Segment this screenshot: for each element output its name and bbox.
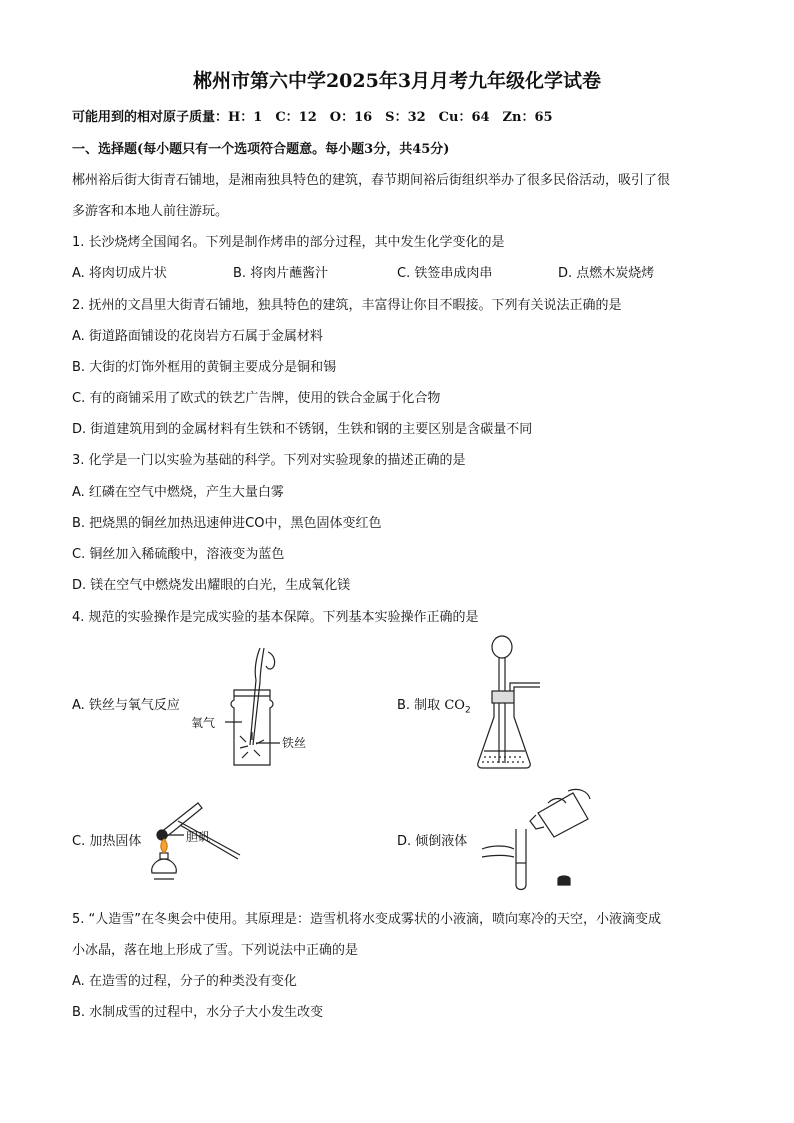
option-b: B. 把烧黑的铜丝加热迅速伸进CO中，黑色固体变红色 bbox=[72, 516, 382, 531]
option-d: D. 街道建筑用到的金属材料有生铁和不锈钢，生铁和钢的主要区别是含碳量不同 bbox=[72, 422, 533, 437]
question-stem: 5. “人造雪”在冬奥会中使用。其原理是：造雪机将水变成雾状的小液滴，喷向寒冷的天空，小液滴变成 bbox=[72, 912, 662, 927]
option-a: A. 红磷在空气中燃烧，产生大量白雾 bbox=[72, 485, 284, 500]
figure-pouring-liquid bbox=[478, 783, 598, 893]
label-blue-vitriol: 胆矾 bbox=[186, 830, 211, 844]
atomic-masses: 可能用到的相对原子质量：H：1 C：12 O：16 S：32 Cu：64 Zn：65 bbox=[72, 110, 553, 125]
option-a: A. 街道路面铺设的花岗岩方石属于金属材料 bbox=[72, 329, 323, 344]
option-c: C. 铁签串成肉串 bbox=[397, 266, 493, 281]
option-d: D. 倾倒液体 bbox=[397, 834, 468, 849]
option-a: A. 将肉切成片状 bbox=[72, 266, 167, 281]
option-b: B. 大街的灯饰外框用的黄铜主要成分是铜和锡 bbox=[72, 360, 337, 375]
option-b: B. 将肉片蘸酱汁 bbox=[233, 266, 329, 281]
option-c: C. 有的商铺采用了欧式的铁艺广告牌，使用的铁合金属于化合物 bbox=[72, 391, 441, 406]
figure-heating-solid bbox=[140, 795, 250, 885]
option-a: A. 在造雪的过程，分子的种类没有变化 bbox=[72, 974, 297, 989]
option-a: A. 铁丝与氧气反应 bbox=[72, 698, 180, 713]
figure-iron-oxygen bbox=[190, 640, 320, 770]
question-stem: 2. 抚州的文昌里大街青石铺地，独具特色的建筑，丰富得让你目不暇接。下列有关说法正确的是 bbox=[72, 298, 622, 313]
page-title: 郴州市第六中学2025年3月月考九年级化学试卷 bbox=[192, 70, 602, 92]
figure-co2-apparatus bbox=[470, 633, 560, 771]
option-c: C. 铜丝加入稀硫酸中，溶液变为蓝色 bbox=[72, 547, 285, 562]
option-c: C. 加热固体 bbox=[72, 834, 142, 849]
question-stem: 1. 长沙烧烤全国闻名。下列是制作烤串的部分过程，其中发生化学变化的是 bbox=[72, 235, 505, 250]
intro-line: 多游客和本地人前往游玩。 bbox=[72, 204, 229, 219]
label-oxygen: 氧气 bbox=[191, 716, 216, 730]
option-b: B. 水制成雪的过程中，水分子大小发生改变 bbox=[72, 1005, 324, 1020]
question-stem: 3. 化学是一门以实验为基础的科学。下列对实验现象的描述正确的是 bbox=[72, 453, 466, 468]
option-d: D. 点燃木炭烧烤 bbox=[558, 266, 655, 281]
formula: CO bbox=[444, 698, 465, 713]
formula-subscript: 2 bbox=[464, 705, 471, 716]
option-b-prefix: B. 制取 bbox=[397, 698, 441, 713]
option-b bbox=[397, 697, 471, 720]
option-d: D. 镁在空气中燃烧发出耀眼的白光，生成氧化镁 bbox=[72, 578, 351, 593]
question-stem: 小冰晶，落在地上形成了雪。下列说法中正确的是 bbox=[72, 943, 359, 958]
intro-line: 郴州裕后街大街青石铺地，是湘南独具特色的建筑，春节期间裕后街组织举办了很多民俗活动，吸引了很 bbox=[72, 173, 671, 188]
section-heading: 一、选择题(每小题只有一个选项符合题意。每小题3分，共45分) bbox=[72, 142, 450, 157]
label-iron-wire: 铁丝 bbox=[282, 736, 307, 750]
question-stem: 4. 规范的实验操作是完成实验的基本保障。下列基本实验操作正确的是 bbox=[72, 610, 479, 625]
